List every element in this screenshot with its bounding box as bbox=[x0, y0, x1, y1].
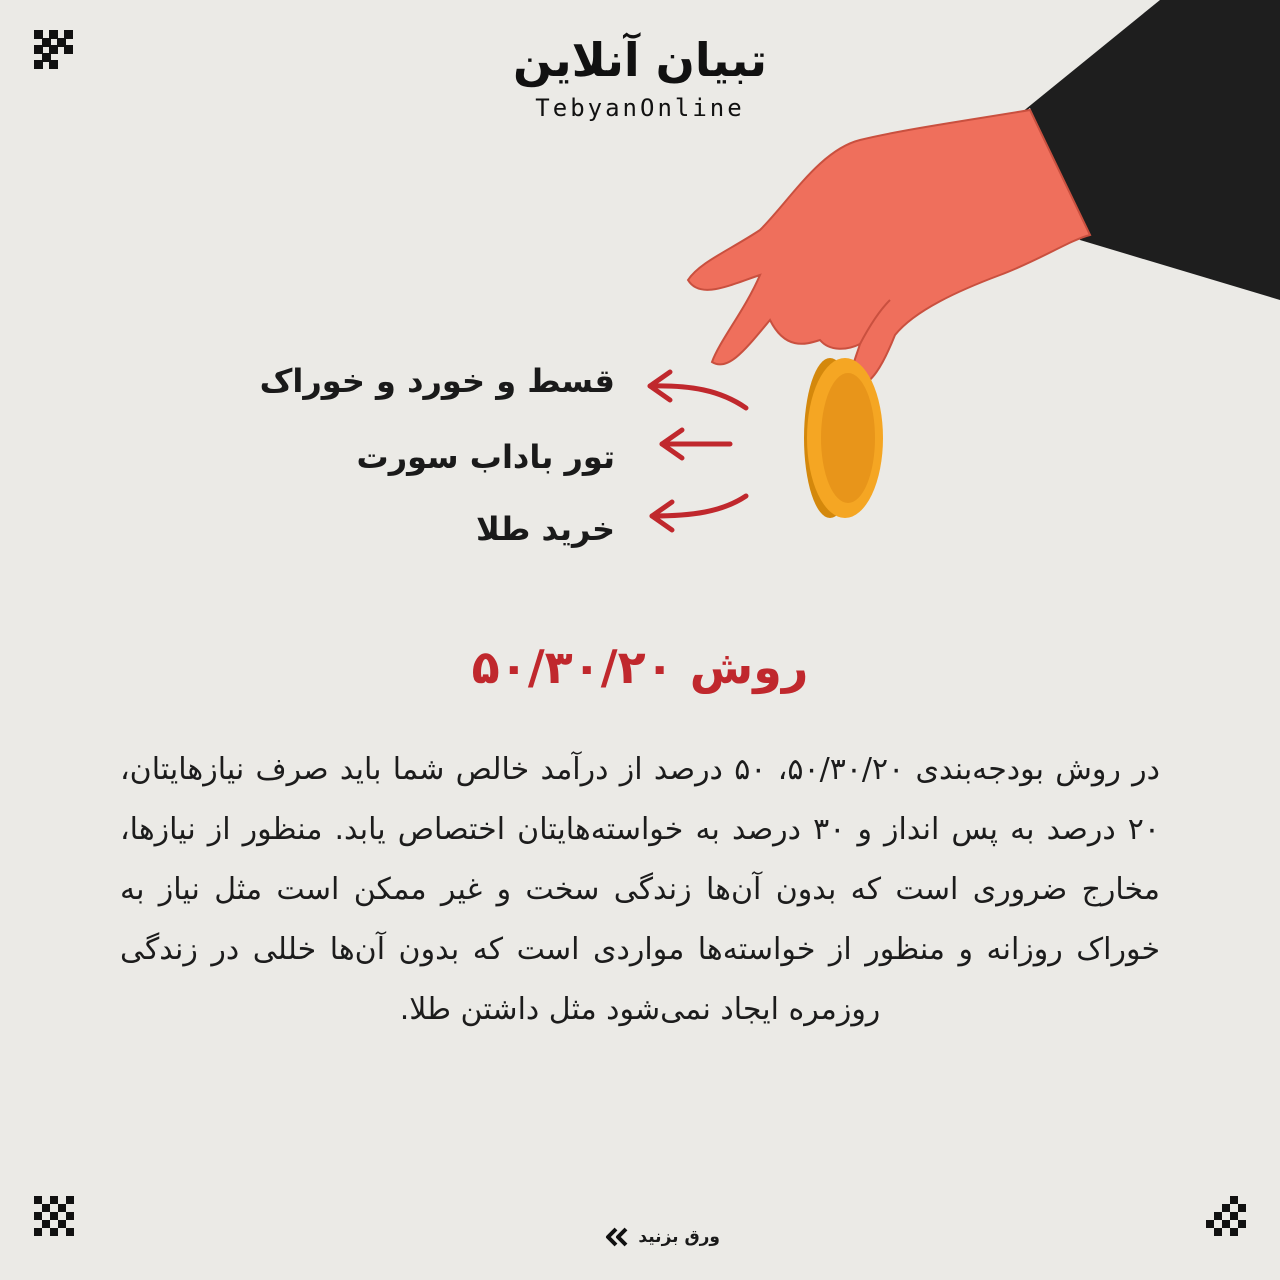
double-chevron-left-icon bbox=[604, 1227, 630, 1247]
swipe-label: ورق بزنید bbox=[638, 1227, 720, 1247]
brand-logo-fa: تبیان آنلاین bbox=[512, 33, 767, 87]
expense-label-gold: خرید طلا bbox=[475, 510, 615, 548]
corner-ornament-icon bbox=[1206, 1196, 1246, 1236]
body-paragraph: در روش بودجه‌بندی ۵۰/۳۰/۲۰، ۵۰ درصد از درآمد خالص شما باید صرف نیازهایتان، ۲۰ درصد به پس انداز و ۳۰ درصد به خواسته‌هایتان اختصاص یابد. منظور از نیازها، مخارج ضروری است که بدون آن‌ها زندگی سخت و غیر ممکن است مثل نیاز به خوراک روزانه و منظور از خواسته‌ها مواردی است که بدون آن‌ها خللی در زندگی روزمره ایجاد نمی‌شود مثل داشتن طلا. bbox=[120, 752, 1161, 1027]
corner-ornament-icon bbox=[34, 1196, 74, 1236]
expense-label-tour: تور باداب سورت bbox=[356, 438, 615, 476]
method-title: روش ۵۰/۳۰/۲۰ bbox=[471, 640, 809, 694]
hand-icon bbox=[688, 110, 1090, 386]
gold-coin-icon bbox=[804, 358, 883, 518]
brand-logo-en: TebyanOnline bbox=[535, 94, 745, 122]
hand-coin-illustration bbox=[0, 0, 1280, 600]
expense-label-installments: قسط و خورد و خوراک bbox=[259, 362, 615, 400]
swipe-hint[interactable] bbox=[560, 1222, 720, 1252]
arrows bbox=[650, 372, 746, 530]
